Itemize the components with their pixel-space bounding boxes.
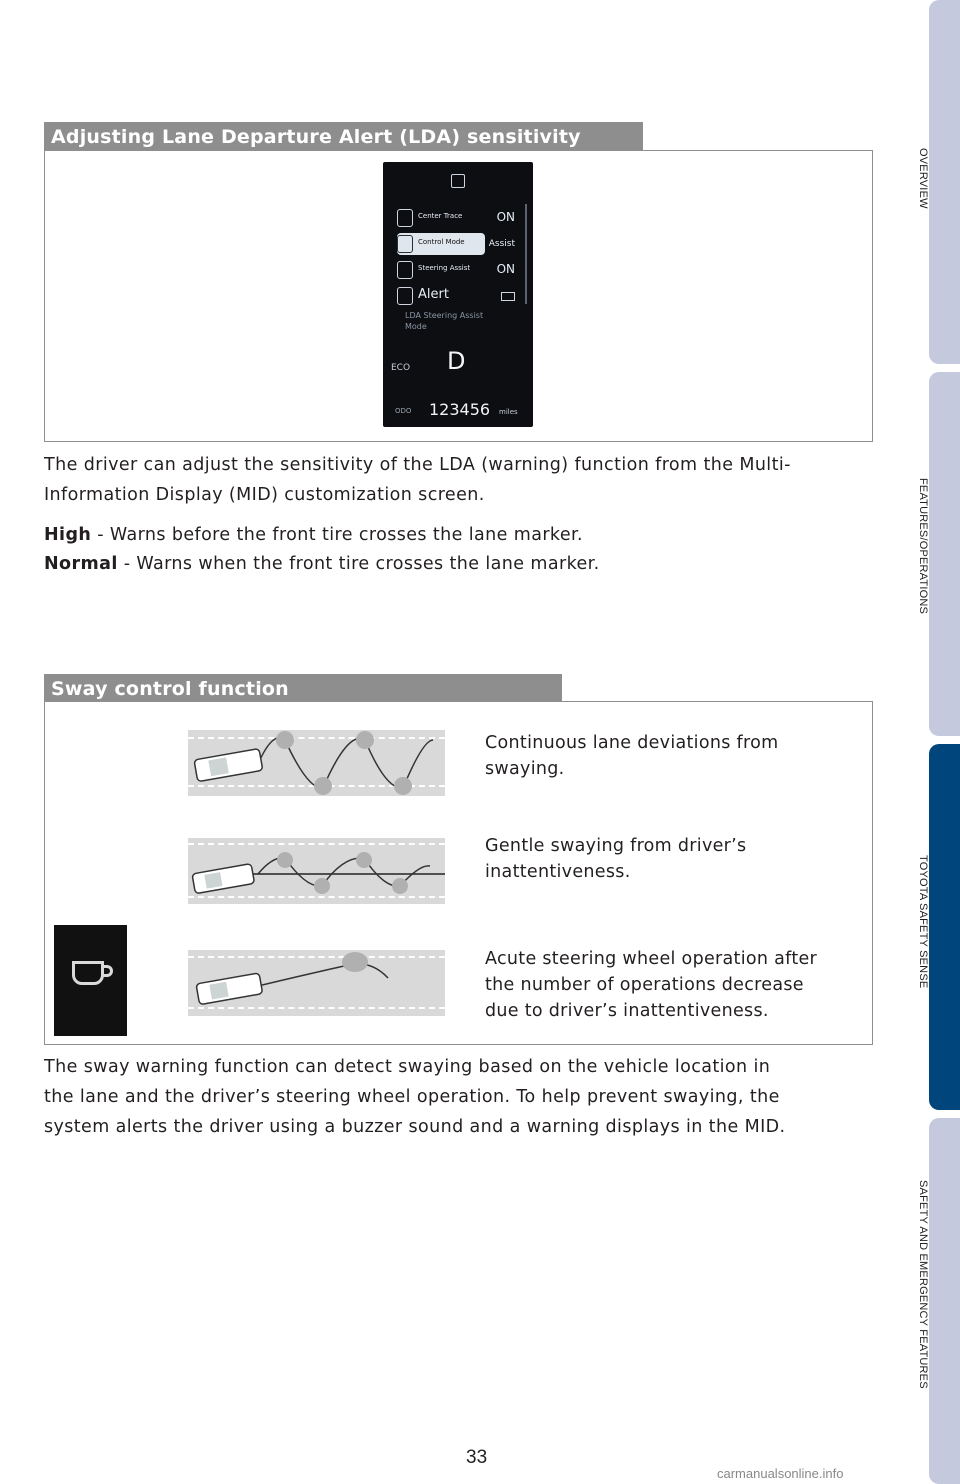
mid-odometer: 123456	[429, 400, 491, 419]
caption-line: swaying.	[485, 759, 565, 779]
tab-features-operations[interactable]	[929, 372, 960, 736]
car-icon	[196, 973, 263, 1005]
caption-gentle	[485, 833, 865, 885]
normal-text: - Warns when the front tire crosses the lane marker.	[117, 554, 600, 574]
deviation-marker	[314, 777, 332, 795]
sway-warning-display	[54, 925, 127, 1036]
high-label: High	[44, 525, 92, 545]
mid-scrollbar	[525, 204, 527, 304]
high-setting-line	[44, 520, 874, 550]
tab-overview[interactable]	[929, 0, 960, 364]
high-text: - Warns before the front tire crosses the lane marker.	[91, 525, 583, 545]
section-header-lda: Adjusting Lane Departure Alert (LDA) sensitivity	[44, 122, 643, 150]
tab-toyota-safety-sense[interactable]	[929, 744, 960, 1110]
normal-setting-line	[44, 549, 874, 579]
mid-row-control-mode	[397, 233, 523, 255]
lda-paragraph	[44, 450, 874, 510]
caption-line: Acute steering wheel operation after	[485, 949, 818, 969]
car-icon	[194, 749, 263, 782]
paragraph-line: Information Display (MID) customization screen.	[44, 485, 485, 505]
tab-label-toyota-safety-sense: TOYOTA SAFETY SENSE	[917, 855, 929, 989]
paragraph-line: The driver can adjust the sensitivity of the LDA (warning) function from the Multi-	[44, 455, 791, 475]
mid-row-steering-assist	[397, 259, 523, 281]
mid-odo-label: ODO	[395, 407, 412, 415]
caption-continuous	[485, 730, 865, 782]
sway-paragraph	[44, 1052, 874, 1142]
tab-label-overview: OVERVIEW	[917, 148, 929, 209]
paragraph-line: The sway warning function can detect swaying based on the vehicle location in	[44, 1057, 771, 1077]
mid-gear: D	[447, 347, 466, 375]
mid-row-center-trace	[397, 207, 523, 229]
section-header-sway: Sway control function	[44, 674, 562, 702]
mid-row-label: Alert	[418, 287, 449, 302]
deviation-marker	[277, 852, 293, 868]
coffee-cup-icon	[72, 961, 104, 985]
mid-row-alert	[397, 285, 523, 307]
sensitivity-icon	[501, 292, 515, 301]
deviation-marker	[342, 952, 368, 972]
sway-path-svg	[188, 730, 445, 796]
caption-line: inattentiveness.	[485, 862, 631, 882]
caption-acute	[485, 946, 865, 1024]
cup-handle	[103, 965, 113, 977]
caption-line: the number of operations decrease	[485, 975, 804, 995]
mid-row-value: ON	[496, 210, 515, 224]
deviation-marker	[356, 852, 372, 868]
caption-line: Continuous lane deviations from	[485, 733, 779, 753]
tab-safety-emergency[interactable]	[929, 1118, 960, 1484]
tab-label-safety-emergency: SAFETY AND EMERGENCY FEATURES	[917, 1180, 929, 1389]
mid-top-icon	[451, 174, 465, 188]
lane-icon	[397, 209, 413, 227]
mid-row-value: ON	[496, 262, 515, 276]
deviation-marker	[276, 731, 294, 749]
sway-path	[258, 964, 388, 986]
tab-label-features-operations: FEATURES/OPERATIONS	[917, 478, 929, 615]
paragraph-line: system alerts the driver using a buzzer sound and a warning displays in the MID.	[44, 1117, 786, 1137]
caption-line: Gentle swaying from driver’s	[485, 836, 747, 856]
mid-eco-label: ECO	[391, 363, 411, 373]
mid-row-value: Assist	[488, 239, 515, 249]
caption-line: due to driver’s inattentiveness.	[485, 1001, 769, 1021]
road-illustration-gentle	[188, 838, 445, 904]
deviation-marker	[394, 777, 412, 795]
deviation-marker	[314, 878, 330, 894]
mid-row-label: Center Trace	[418, 212, 463, 220]
car-icon	[192, 864, 255, 894]
mid-submenu-text: LDA Steering Assist Mode	[405, 311, 484, 331]
deviation-marker	[356, 731, 374, 749]
road-illustration-continuous	[188, 730, 445, 796]
mid-row-label: Control Mode	[418, 238, 465, 246]
page-number: 33	[466, 1447, 488, 1468]
normal-label: Normal	[44, 554, 118, 574]
lane-icon	[397, 261, 413, 279]
deviation-marker	[392, 878, 408, 894]
mid-row-label: Steering Assist	[418, 264, 471, 272]
sway-path-svg	[188, 950, 445, 1016]
lane-icon	[397, 235, 413, 253]
lane-icon	[397, 287, 413, 305]
mid-display	[383, 162, 533, 427]
paragraph-line: the lane and the driver’s steering wheel operation. To help prevent swaying, the	[44, 1087, 780, 1107]
mid-odo-unit: miles	[499, 408, 518, 416]
watermark: carmanualsonline.info	[717, 1466, 844, 1481]
sway-path-svg	[188, 838, 445, 904]
road-illustration-acute	[188, 950, 445, 1016]
